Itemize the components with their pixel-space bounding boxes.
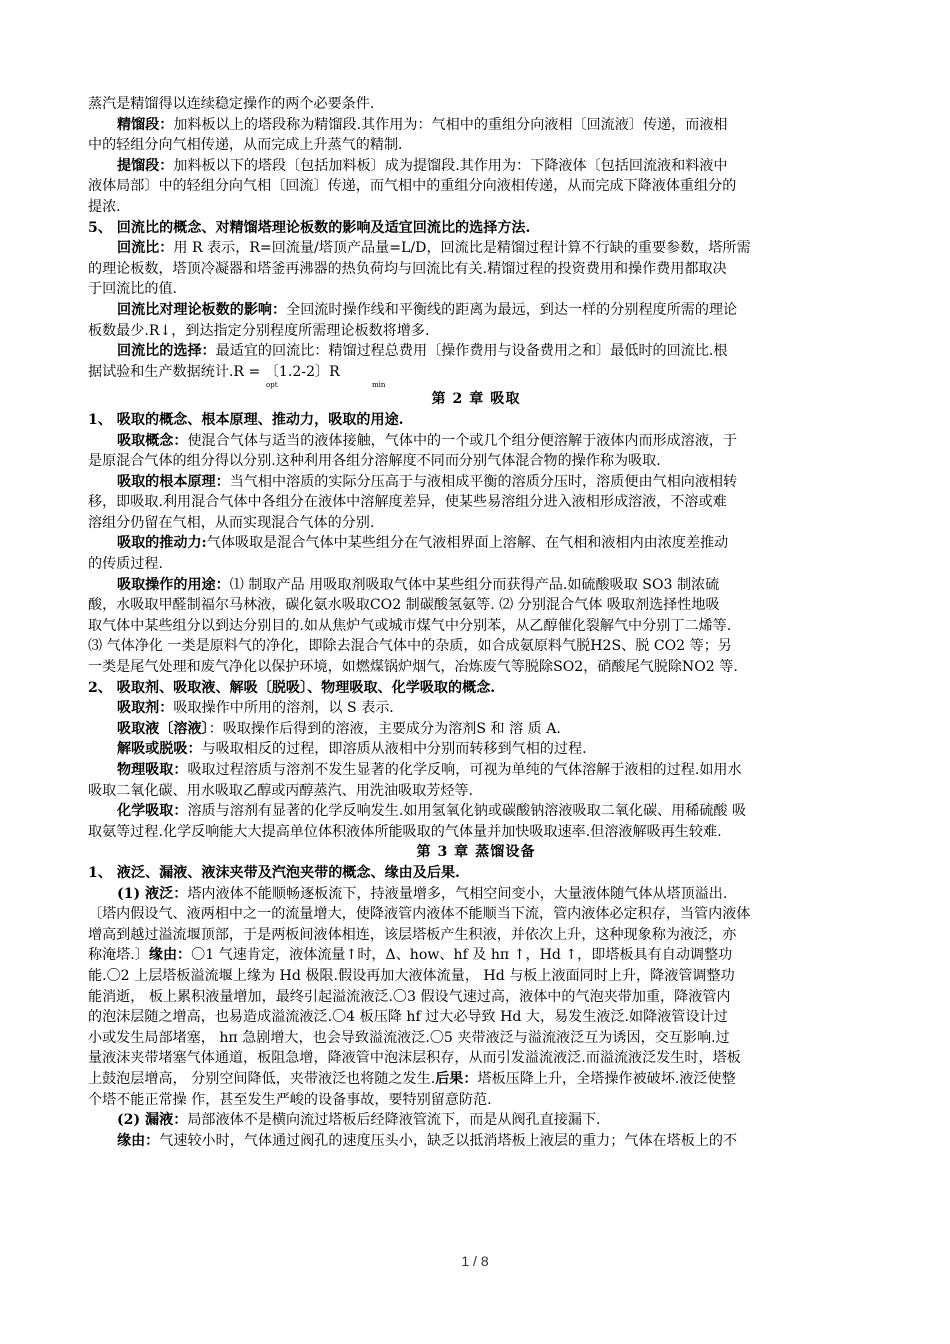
line-text: 用 R 表示，R=回流量/塔顶产品量=L/D，回流比是精馏过程计算不行缺的重要参数，塔所需 [173, 240, 751, 257]
text-line: 能消逝， 板上累积液量增加，最终引起溢流液泛.〇3 假设气速过高，液体中的气泡夹带加重，降液管内 [88, 988, 731, 1005]
text-line: 移，即吸取.利用混合气体中各组分在液体中溶解度差异，使某些易溶组分进入液相形成溶液，不溶或难 [88, 494, 727, 511]
text-line: 中的轻组分向气相传递，从而完成上升蒸气的精制. [88, 137, 403, 154]
page-number: 1 / 8 [461, 1253, 489, 1269]
text-line: 量液沫夹带堵塞气体通道，板阻急增，降液管中泡沫层积存，从而引发溢流液泛.而溢流液泛发生时，塔板 [88, 1050, 741, 1067]
text-line: 板数最少.R↓，到达指定分别程度所需理论板数将增多. [88, 322, 430, 339]
subscript-min: min [372, 381, 386, 390]
text-line [88, 945, 864, 966]
text-line: 的传质过程. [88, 556, 163, 573]
text-line: 2、 吸取剂、吸取液、解吸〔脱吸〕、物理吸取、化学吸取的概念. [88, 679, 496, 696]
term-label: 吸取的根本原理： [117, 473, 230, 490]
chapter-heading: 第 3 章 蒸馏设备 [416, 844, 536, 861]
line-text: 吸取操作中所用的溶剂，以 S 表示. [173, 700, 394, 717]
line-text: 塔内液体不能顺畅逐板流下，持液量增多，气相空间变小，大量液体随气体从塔顶溢出. [187, 885, 728, 902]
line-text: ⑴ 制取产品 用吸取剂吸取气体中某些组分而获得产品.如硫酸吸取 SO3 制浓硫 [229, 576, 720, 593]
text-line [88, 884, 864, 905]
text-line [88, 1069, 864, 1090]
line-text: ：吸取操作后得到的溶液，主要成分为溶剂S 和 溶 质 A. [208, 720, 561, 737]
line-text: 〇1 气速肯定，液体流量↑时，Δ、how、hf 及 hπ ↑，Hd ↑，即塔板具有自动调整功 [191, 947, 733, 964]
text-line: 吸取二氧化碳、用水吸取乙醇或丙醇蒸汽、用洗油吸取芳烃等. [88, 782, 474, 799]
text-line: 5、 回流比的概念、对精馏塔理论板数的影响及适宜回流比的选择方法. [88, 219, 531, 236]
line-text: 气体吸取是混合气体中某些组分在气液相界面上溶解、在气相和液相内由浓度差推动 [206, 535, 729, 552]
text-line: 蒸汽是精馏得以连续稳定操作的两个必要条件. [88, 96, 375, 112]
term-label: 缘由： [148, 947, 192, 964]
term-label: (2) 漏液： [117, 1112, 188, 1129]
text-line: 酸，水吸取甲醛制福尔马林液，碳化氨水吸取CO2 制碳酸氢氨等. ⑵ 分别混合气体 吸取剂选择性地吸 [88, 597, 720, 614]
text-line: 于回流比的值. [88, 281, 178, 298]
text-line [88, 739, 864, 760]
text-line: 增高到越过溢流堰顶部，于是两板间液体相连，该层塔板产生积液，并依次上升，这种现象称为液泛，亦 [88, 926, 737, 943]
text-line: 小或发生局部堵塞， hπ 急剧增大，也会导致溢流液泛.〇5 夹带液泛与溢流液泛互为诱因，交互影响.过 [88, 1029, 730, 1046]
document-body [88, 94, 864, 1151]
line-text: 加料板以下的塔段〔包括加料板〕成为提馏段.其作用为：下降液体〔包括回流液和料液中 [173, 157, 728, 174]
text-line: 取氨等过程.化学反响能大大提高单位体积液体所能吸取的气体量并加快吸取速率.但溶液解吸再生较难. [88, 823, 722, 840]
text-line [88, 156, 864, 177]
text-line: 据试验和生产数据统计.R = 〔1.2-2〕R [88, 363, 340, 380]
term-label: 回流比的选择： [117, 343, 216, 360]
term-label: 物理吸取： [117, 762, 188, 778]
text-line: 是原混合气体的组分得以分别.这种利用各组分溶解度不同而分别气体混合物的操作称为吸取. [88, 453, 661, 470]
text-line: 的理论板数，塔顶冷凝器和塔釜再沸器的热负荷均与回流比有关.精馏过程的投资费用和操作费用都取决 [88, 260, 727, 277]
line-text: 全回流时操作线和平衡线的距离为最远，到达一样的分别程度所需的理论 [286, 301, 738, 318]
text-line [88, 1110, 864, 1131]
subscript-opt: opt [266, 381, 278, 390]
line-text: 加料板以上的塔段称为精馏段.其作用为：气相中的重组分向液相〔回流液〕传递，而液相 [173, 116, 728, 133]
text-line: 1、 液泛、漏液、液沫夹带及汽泡夹带的概念、缘由及后果. [88, 864, 460, 881]
text-line [88, 238, 864, 259]
line-text: 上鼓泡层增高， 分别空间降低，夹带液泛也将随之发生. [88, 1070, 436, 1087]
text-line [88, 801, 864, 822]
text-line: 一类是尾气处理和废气净化以保护环境，如燃煤锅炉烟气，冶炼废气等脱除SO2，硝酸尾气脱除NO2 等. [88, 659, 738, 676]
term-label: 提馏段： [117, 157, 174, 174]
text-line: 提浓. [88, 198, 121, 215]
term-label: 回流比对理论板数的影响： [117, 301, 287, 318]
text-line: 液体局部〕中的轻组分向气相〔回流〕传递，而气相中的重组分向液相传递，从而完成下降液体重组分的 [88, 178, 737, 195]
term-label: 吸取的推动力: [117, 535, 207, 552]
chapter-heading: 第 2 章 吸取 [431, 391, 521, 408]
text-line [88, 115, 864, 136]
text-line [88, 472, 864, 493]
line-text: 与吸取相反的过程，即溶质从液相中分别而转移到气相的过程. [201, 741, 587, 758]
text-line: ⑶ 气体净化 一类是原料气的净化，即除去混合气体中的杂质，如合成氨原料气脱H2S、脱 CO2 等；另 [88, 638, 732, 655]
line-text: 称淹塔.〕 [88, 947, 149, 964]
term-label: 回流比： [117, 240, 174, 257]
term-label: 精馏段： [117, 116, 174, 133]
term-label: 缘由： [117, 1132, 160, 1149]
text-line [88, 431, 864, 452]
text-line [88, 575, 864, 596]
text-line [88, 300, 864, 321]
text-line: 〔塔内假设气、液两相中之一的流量增大，使降液管内液体不能顺当下流，管内液体必定积存，当管内液体 [88, 906, 751, 923]
term-label: 吸取操作的用途： [117, 576, 230, 593]
text-line [88, 1131, 864, 1152]
text-line: 个塔不能正常操 作，甚至发生严峻的设备事故，要特别留意防范. [88, 1091, 492, 1108]
line-text: 气速较小时，气体通过阀孔的速度压头小，缺乏以抵消塔板上液层的重力；气体在塔板上的不 [159, 1132, 738, 1149]
text-line [88, 698, 864, 719]
term-label: (1) 液泛： [117, 885, 188, 902]
line-text: 当气相中溶质的实际分压高于与液相成平衡的溶质分压时，溶质便由气相向液相转 [229, 473, 738, 490]
text-line: 的泡沫层随之增高，也易造成溢流液泛.〇4 板压降 hf 过大必导致 Hd 大，易发生液泛.如降液管设计过 [88, 1009, 728, 1026]
term-label: 吸取概念： [117, 432, 188, 449]
text-line: 能.〇2 上层塔板溢流堰上缘为 Hd 极限.假设再加大液体流量， Hd 与板上液面同时上升，降液管调整功 [88, 967, 735, 984]
line-text: 吸取过程溶质与溶剂不发生显著的化学反响，可视为单纯的气体溶解于液相的过程.如用水 [187, 762, 742, 778]
term-label: 吸取剂： [117, 700, 174, 717]
text-line [88, 719, 864, 740]
text-line: 溶组分仍留在气相，从而实现混合气体的分别. [88, 514, 375, 531]
term-label: 吸取液〔溶液〕 [117, 720, 209, 737]
line-text: 塔板压降上升，全塔操作被破坏.液泛使整 [477, 1070, 736, 1087]
text-line [88, 760, 864, 781]
line-text: 使混合气体与适当的液体接触，气体中的一个或几个组分便溶解于液体内而形成溶液，于 [187, 432, 738, 449]
text-line [88, 533, 864, 554]
text-line: 取气体中某些组分以到达分别目的.如从焦炉气或城市煤气中分别苯，从乙醇催化裂解气中分别丁二烯等. [88, 617, 732, 634]
line-text: 局部液体不是横向流过塔板后经降液管流下，而是从阀孔直接漏下. [187, 1112, 601, 1129]
line-text: 溶质与溶剂有显著的化学反响发生.如用氢氧化钠或碳酸钠溶液吸取二氧化碳、用稀硫酸 吸 [187, 803, 747, 820]
text-line: 1、 吸取的概念、根本原理、推动力，吸取的用途. [88, 411, 404, 428]
term-label: 后果： [435, 1070, 478, 1087]
subscript-row [88, 382, 864, 389]
term-label: 解吸或脱吸： [117, 741, 202, 758]
term-label: 化学吸取： [117, 803, 188, 820]
line-text: 最适宜的回流比：精馏过程总费用〔操作费用与设备费用之和〕最低时的回流比.根 [215, 343, 728, 360]
text-line [88, 341, 864, 362]
